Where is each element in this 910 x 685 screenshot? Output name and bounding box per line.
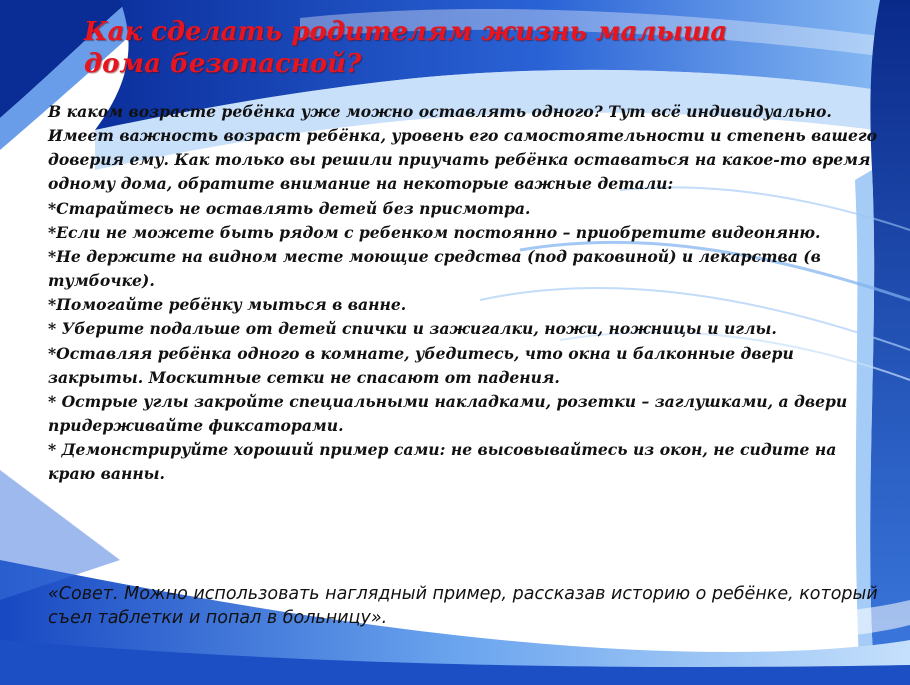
slide-title: [84, 16, 784, 80]
tip-item-supervision: *Старайтесь не оставлять детей без присмотра.: [48, 198, 531, 218]
slide-body: [48, 100, 882, 487]
tip-item-baby-monitor: *Если не можете быть рядом с ребенком постоянно – приобретите видеоняню.: [48, 222, 821, 242]
advice-quote: «Совет. Можно использовать наглядный пример, рассказав историю о ребёнке, который съел таблетки и попал в больницу».: [48, 584, 878, 628]
tip-item-corners: * Острые углы закройте специальными накладками, розетки – заглушками, а двери придерживайте фиксаторами.: [48, 391, 848, 436]
tip-item-sharp-objects: * Уберите подальше от детей спички и зажигалки, ножи, ножницы и иглы.: [48, 319, 777, 339]
tip-item-bathing: *Помогайте ребёнку мыться в ванне.: [48, 295, 407, 315]
slide-title-line-1: Как сделать родителям жизнь малыша: [84, 17, 728, 47]
tip-item-windows: *Оставляя ребёнка одного в комнате, убедитесь, что окна и балконные двери закрыты. Москитные сетки не спасают от падения.: [48, 343, 794, 387]
tip-item-chemicals: *Не держите на видном месте моющие средства (под раковиной) и лекарства (в тумбочке).: [48, 246, 821, 291]
tip-item-example: * Демонстрируйте хороший пример сами: не высовывайтесь из окон, не сидите на краю ванны.: [48, 440, 837, 484]
slide-title-line-2: дома безопасной?: [84, 49, 362, 79]
intro-paragraph: В каком возрасте ребёнка уже можно оставлять одного? Тут всё индивидуально. Имеет важность возраст ребёнка, уровень его самостоятельности и степень вашего доверия ему. Как только вы решили приучать ребёнка оставаться на какое-то время одному дома, обратите внимание на некоторые важные детали:: [48, 102, 878, 194]
